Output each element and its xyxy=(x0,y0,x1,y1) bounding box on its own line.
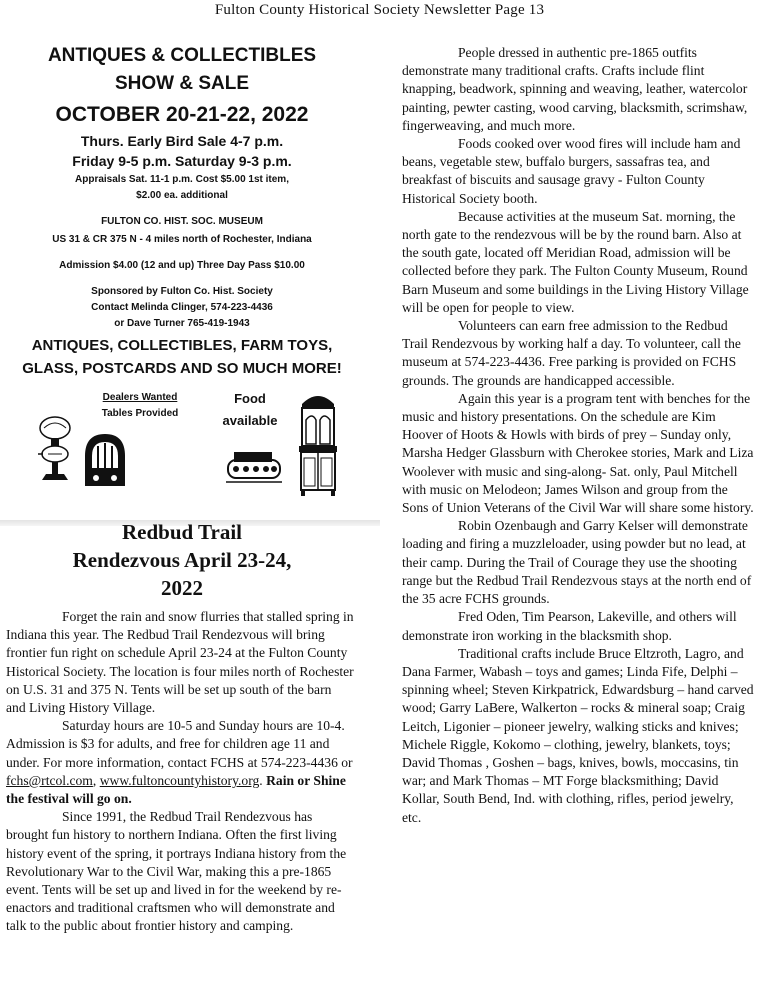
food-line1: Food xyxy=(234,391,266,406)
paragraph-2-period: . xyxy=(259,772,267,788)
antiques-show-ad xyxy=(6,44,358,380)
ad-title-line1: ANTIQUES & COLLECTIBLES xyxy=(47,45,317,66)
page-header: Fulton County Historical Society Newsletter Page 13 xyxy=(214,2,545,18)
ad-early-bird: Thurs. Early Bird Sale 4-7 p.m. xyxy=(80,133,284,149)
article-title-line3: 2022 xyxy=(161,576,203,600)
food-line2: available xyxy=(222,413,278,428)
ad-contact-line1: Contact Melinda Clinger, 574-223-4436 xyxy=(91,302,273,313)
ad-appraisals-line2: $2.00 ea. additional xyxy=(136,190,228,201)
article-paragraph-1: Forget the rain and snow flurries that stalled spring in Indiana this year. The Redbud Trail Rendezvous will bring frontier fun right on schedule April 23-24 at the Fulton County Historical Society. The location is four miles north of Rochester on U.S. 31 and 375 N. Tents will be set up south of the barn and Living History Village. xyxy=(6,609,354,716)
hutch-cabinet-icon xyxy=(296,388,340,496)
right-paragraph-muzzleloader: Robin Ozenbaugh and Garry Kelser will demonstrate loading and firing a muzzleloader, using powder but no lead, at their camp. During the Trail of Courage they use the shooting range but the Redbud Trail Rendezvous stays at the north end of the 35 acre FCHS grounds. xyxy=(402,518,752,607)
right-paragraph-volunteers: Volunteers can earn free admission to the Redbud Trail Rendezvous by working half a day. To volunteer, call the museum at 574-223-4436. Free parking is provided on FCHS grounds. The grounds are handicapped accessible. xyxy=(402,318,741,388)
ad-caps-line1: ANTIQUES, COLLECTIBLES, FARM TOYS, xyxy=(31,337,333,354)
article-body-right xyxy=(402,44,754,827)
ad-bottom-area xyxy=(6,384,358,514)
ad-appraisals-line1: Appraisals Sat. 11-1 p.m. Cost $5.00 1st item, xyxy=(75,174,289,185)
dealers-wanted: Dealers Wanted xyxy=(102,392,178,403)
right-paragraph-foods: Foods cooked over wood fires will include ham and beans, vegetable stew, buffalo burgers, sassafras tea, and breakfast of biscuits and sausage gravy - Fulton County Historical Society booth. xyxy=(402,136,741,206)
right-paragraph-traditional-crafts: Traditional crafts include Bruce Eltzroth, Lagro, and Dana Farmer, Wabash – toys and games; Linda Fife, Delphi – spinning wheel; Steven Kirkpatrick, Edwardsburg – hand carved wood; Garry LaBere, Walkerton – rocks & mineral soap; Craig Leitch, Ligonier – pioneer jewelry, walking sticks and knives; Michele Riggle, Kokomo – clothing, jewelry, blankets, toys; David Thomas , Goshen – bags, knives, bowls, moccasins, tin war; and Mark Thomas – MT Forge blacksmithing; David Kollar, South Bend, Ind. with clothing, rifles, period jewelry, etc. xyxy=(402,645,754,825)
article-paragraph-2 xyxy=(6,717,354,808)
ad-title-line2: SHOW & SALE xyxy=(114,73,250,94)
toy-tractor-icon xyxy=(222,446,286,486)
food-note xyxy=(210,388,290,432)
cathedral-radio-icon xyxy=(82,432,128,488)
paragraph-2-comma: , xyxy=(92,772,100,788)
oil-lamp-icon xyxy=(34,414,76,486)
ad-contact-line2: or Dave Turner 765-419-1943 xyxy=(114,318,250,329)
article-title-line1: Redbud Trail xyxy=(121,520,242,544)
tables-provided: Tables Provided xyxy=(101,408,179,419)
article-body-left xyxy=(6,608,354,936)
ad-dates: OCTOBER 20-21-22, 2022 xyxy=(55,103,309,126)
ad-museum: FULTON CO. HIST. SOC. MUSEUM xyxy=(101,216,263,227)
email-link[interactable]: fchs@rtcol.com xyxy=(6,772,93,788)
ad-admission: Admission $4.00 (12 and up) Three Day Pass $10.00 xyxy=(59,260,305,271)
article-title xyxy=(8,518,356,602)
rain-or-shine-note: Rain or Shine the festival will go on. xyxy=(6,772,346,807)
ad-location: US 31 & CR 375 N - 4 miles north of Rochester, Indiana xyxy=(52,234,312,245)
ad-sponsor: Sponsored by Fulton Co. Hist. Society xyxy=(91,286,273,297)
right-paragraph-crafts: People dressed in authentic pre-1865 outfits demonstrate many traditional crafts. Crafts include flint knapping, beadwork, spinning and weaving, leather, watercolor painting, pewter casting, wood carving, blacksmith, scrimshaw, fingerweaving, and much more. xyxy=(402,45,748,133)
paragraph-2-text: Saturday hours are 10-5 and Sunday hours are 10-4. Admission is $3 for adults, and free for children age 11 and under. For more information, contact FCHS at 574-223-4436 or xyxy=(6,718,353,770)
right-paragraph-program-tent: Again this year is a program tent with benches for the music and history presentations. On the schedule are Kim Hoover of Hoots & Howls with birds of prey – Sunday only, Marsha Hedger Glassburn with Cherokee stories, Mark and Liza Woolever with music and sing-along- Sat. only, Paul Mitchell with music on Melodeon; James Wilson and group from the Sons of Union Veterans of the Civil War will share some history. xyxy=(402,390,754,516)
article-paragraph-3: Since 1991, the Redbud Trail Rendezvous has brought fun history to northern Indiana. Often the first living history event of the spring, it portrays Indiana history from the Revolutionary War to the Civil War, making this a pre-1865 event. Tents will be set up and lived in for the weekend by re-enactors and traditional craftsmen who will demonstrate and talk to the public about frontier history and camping. xyxy=(6,809,347,934)
right-paragraph-blacksmith: Fred Oden, Tim Pearson, Lakeville, and others will demonstrate iron working in the blacksmith shop. xyxy=(402,609,737,643)
ad-hours: Friday 9-5 p.m. Saturday 9-3 p.m. xyxy=(72,153,292,169)
website-link[interactable]: www.fultoncountyhistory.org xyxy=(99,772,260,788)
right-paragraph-gates: Because activities at the museum Sat. morning, the north gate to the rendezvous will be by the round barn. Also at the south gate, located off Meridian Road, admission will be collected before they park. The Fulton County Museum, Round Barn Museum and some buildings in the Living History Village will be open for people to view. xyxy=(402,208,749,315)
article-title-line2: Rendezvous April 23-24, xyxy=(72,548,292,572)
dealers-note xyxy=(80,390,200,422)
ad-caps-line2: GLASS, POSTCARDS AND SO MUCH MORE! xyxy=(22,360,342,377)
